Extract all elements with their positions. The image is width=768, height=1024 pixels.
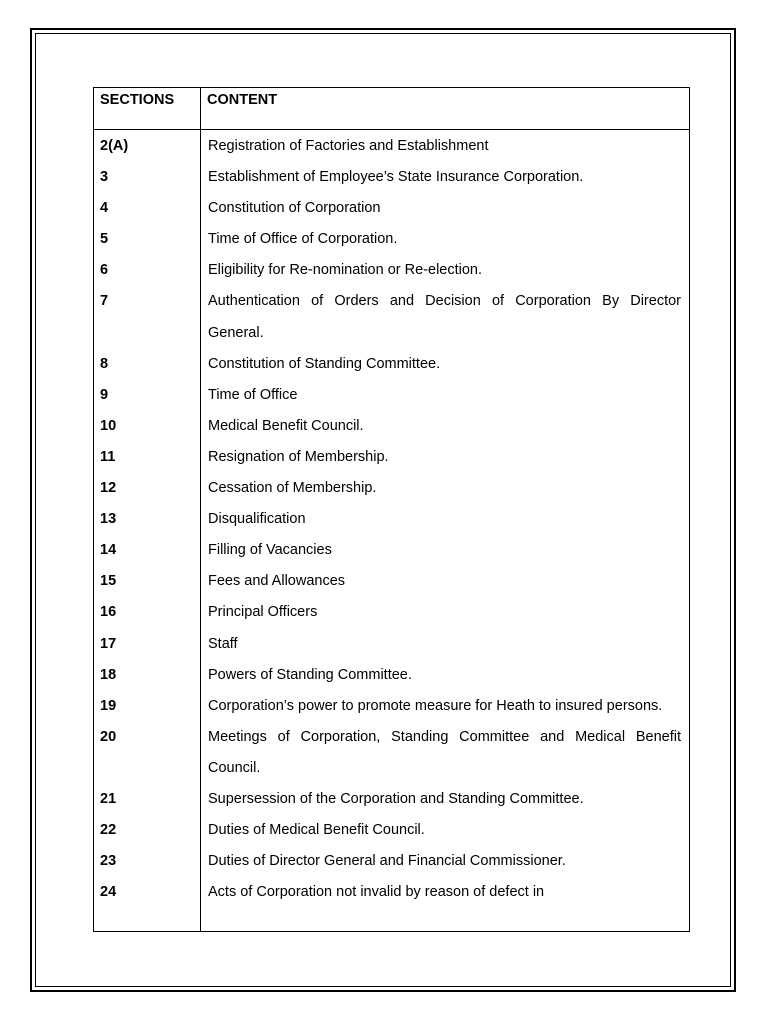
section-content: Constitution of Corporation <box>208 200 381 217</box>
section-content: Fees and Allowances <box>208 573 346 590</box>
section-content: Filling of Vacancies <box>208 542 332 559</box>
header-content: CONTENT <box>207 92 278 108</box>
section-content: Meetings of Corporation, Standing Committee and Medical Benefit Council. <box>208 728 681 776</box>
section-number: 12 <box>100 480 117 497</box>
table-row <box>94 629 689 660</box>
table-body <box>94 131 689 908</box>
section-number: 16 <box>100 604 117 621</box>
table-row <box>94 566 689 597</box>
table-row <box>94 286 689 348</box>
section-number: 18 <box>100 666 117 683</box>
section-content: Powers of Standing Committee. <box>208 666 412 683</box>
table-row <box>94 193 689 224</box>
table-row <box>94 224 689 255</box>
table-row <box>94 877 689 908</box>
section-content: Registration of Factories and Establishment <box>208 138 489 154</box>
section-number: 17 <box>100 635 117 652</box>
section-content: Supersession of the Corporation and Standing Committee. <box>208 790 584 807</box>
table-row <box>94 846 689 877</box>
section-number: 7 <box>100 293 109 310</box>
table-row <box>94 131 689 162</box>
section-number: 20 <box>100 728 117 745</box>
section-number: 9 <box>100 386 109 403</box>
section-number: 5 <box>100 231 109 248</box>
section-content: Authentication of Orders and Decision of Corporation By Director General. <box>208 293 681 341</box>
table-row <box>94 815 689 846</box>
header-sections: SECTIONS <box>100 92 175 108</box>
section-content: Constitution of Standing Committee. <box>208 355 441 372</box>
section-number: 13 <box>100 511 117 528</box>
section-number: 4 <box>100 200 109 217</box>
section-content: Corporation’s power to promote measure for Heath to insured persons. <box>208 697 663 714</box>
section-content: Establishment of Employee’s State Insurance Corporation. <box>208 169 584 186</box>
table-row <box>94 162 689 193</box>
table-row <box>94 380 689 411</box>
table-row <box>94 504 689 535</box>
section-content: Time of Office <box>208 386 298 403</box>
table-header <box>94 88 689 130</box>
table-row <box>94 349 689 380</box>
section-number: 11 <box>100 448 116 465</box>
section-content: Cessation of Membership. <box>208 480 377 497</box>
section-number: 21 <box>100 790 117 807</box>
section-number: 8 <box>100 355 109 372</box>
table-row <box>94 255 689 286</box>
table-row <box>94 660 689 691</box>
section-content: Staff <box>208 635 238 652</box>
section-content: Duties of Medical Benefit Council. <box>208 822 425 839</box>
table-row <box>94 442 689 473</box>
table-row <box>94 597 689 628</box>
section-content: Principal Officers <box>208 604 318 621</box>
section-number: 10 <box>100 417 117 434</box>
section-content: Duties of Director General and Financial Commissioner. <box>208 853 566 870</box>
table-row <box>94 411 689 442</box>
section-number: 2(A) <box>100 138 129 154</box>
section-content: Disqualification <box>208 511 306 528</box>
section-number: 24 <box>100 884 117 901</box>
section-number: 15 <box>100 573 117 590</box>
table-row <box>94 691 689 722</box>
section-content: Time of Office of Corporation. <box>208 231 398 248</box>
section-content: Acts of Corporation not invalid by reason of defect in <box>208 884 545 901</box>
section-content: Medical Benefit Council. <box>208 417 364 434</box>
section-content: Eligibility for Re-nomination or Re-election. <box>208 262 483 279</box>
section-content: Resignation of Membership. <box>208 448 389 465</box>
section-number: 3 <box>100 169 109 186</box>
section-number: 14 <box>100 542 117 559</box>
section-number: 23 <box>100 853 117 870</box>
section-number: 22 <box>100 822 117 839</box>
table-row <box>94 784 689 815</box>
section-number: 6 <box>100 262 109 279</box>
table-row <box>94 722 689 784</box>
table-row <box>94 473 689 504</box>
table-row <box>94 535 689 566</box>
section-number: 19 <box>100 697 117 714</box>
sections-table <box>93 87 690 932</box>
